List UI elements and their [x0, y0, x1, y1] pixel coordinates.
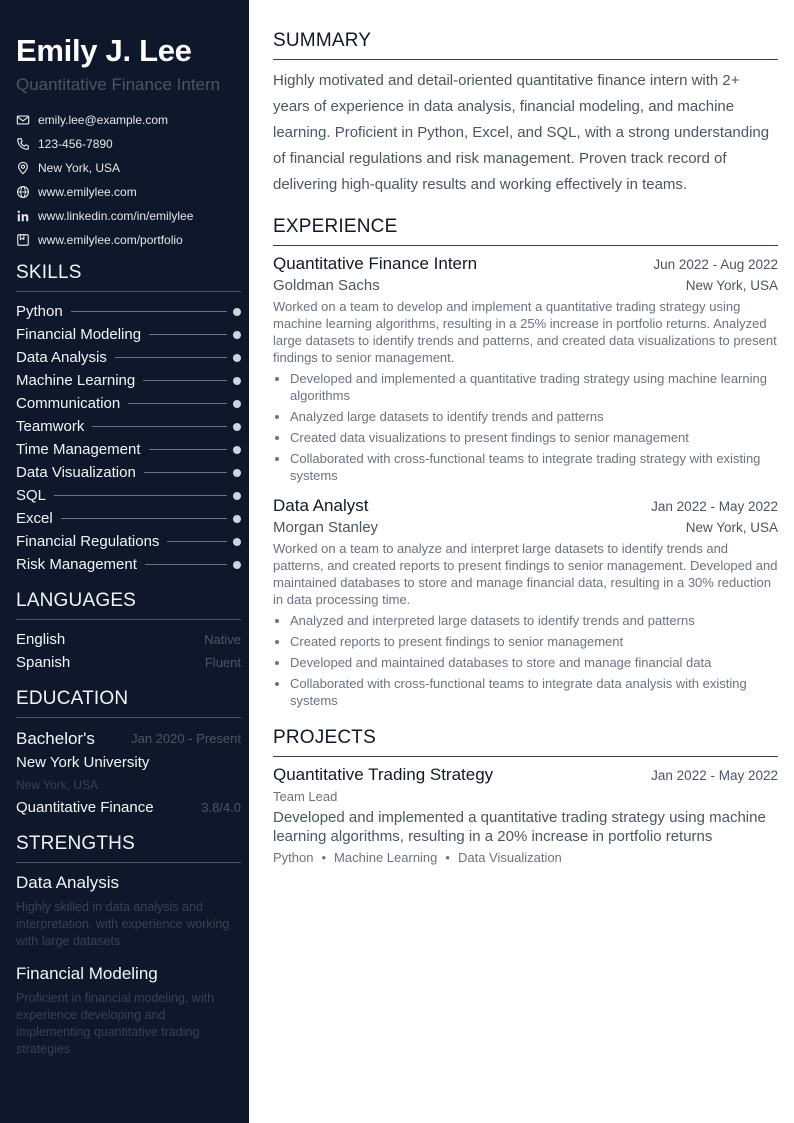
skill-dot [233, 515, 241, 523]
education-field: Quantitative Finance [16, 798, 154, 816]
job-title: Data Analyst [273, 496, 369, 515]
projects-section [273, 727, 778, 865]
contact-text: New York, USA [38, 161, 121, 175]
skill-item [16, 346, 241, 369]
skill-divider [54, 495, 227, 496]
education-header-row [16, 726, 241, 751]
job-bullets [273, 612, 778, 709]
language-item [16, 628, 241, 651]
skill-dot [233, 354, 241, 362]
candidate-role: Quantitative Finance Intern [16, 75, 221, 94]
language-name: Spanish [16, 654, 71, 671]
project-description: Developed and implemented a quantitative trading strategy using machine learning algorithms, resulting in a 20% increase in portfolio returns [273, 809, 766, 845]
skill-divider [149, 334, 227, 335]
contact-text: www.linkedin.com/in/emilylee [38, 209, 194, 223]
education-degree: Bachelor's [16, 728, 95, 748]
skill-dot [233, 331, 241, 339]
skill-divider [143, 380, 227, 381]
experience-section [273, 216, 778, 709]
strength-description: Highly skilled in data analysis and interpretation, with experience working with large datasets [16, 900, 230, 948]
education-gpa: 3.8/4.0 [201, 799, 241, 815]
globe-icon [16, 185, 30, 199]
skill-label: SQL [16, 487, 47, 504]
skill-divider [92, 426, 227, 427]
project-date: Jan 2022 - May 2022 [651, 768, 778, 783]
languages-section [16, 590, 241, 674]
job-title: Quantitative Finance Intern [273, 254, 478, 273]
skills-heading: SKILLS [16, 262, 241, 292]
candidate-name: Emily J. Lee [16, 33, 192, 68]
skill-dot [233, 538, 241, 546]
skill-item [16, 323, 241, 346]
job-bullet: • Developed and maintained databases to store and manage financial data [290, 654, 778, 671]
language-name: English [16, 631, 66, 648]
skills-section [16, 262, 241, 576]
skill-label: Risk Management [16, 556, 137, 573]
job-company: Goldman Sachs [273, 277, 380, 294]
skill-divider [61, 518, 227, 519]
project-tag: Python [273, 850, 314, 865]
job-bullet: • Collaborated with cross-functional teams to integrate data analysis with existing systems [290, 675, 778, 709]
strengths-heading: STRENGTHS [16, 833, 241, 863]
contact-portfolio[interactable] [16, 228, 241, 252]
skill-label: Excel [16, 510, 53, 527]
education-field-row [16, 795, 241, 819]
skill-dot [233, 377, 241, 385]
skill-item [16, 415, 241, 438]
language-level: Native [204, 632, 241, 647]
language-item [16, 651, 241, 674]
experience-item [273, 496, 778, 709]
email-icon [16, 113, 30, 127]
job-bullets [273, 370, 778, 484]
job-bullet: • Collaborated with cross-functional teams to integrate trading strategy with existing systems [290, 450, 778, 484]
summary-text: Highly motivated and detail-oriented quantitative finance intern with 2+ years of experience in data analysis, financial modeling, and machine learning. Proficient in Python, Excel, and SQL, with a strong understanding of financial regulations and risk management. Proven track record of delivering high-quality results and working effectively in teams. [273, 72, 770, 193]
skill-dot [233, 400, 241, 408]
skill-label: Teamwork [16, 418, 85, 435]
project-title: Quantitative Trading Strategy [273, 765, 494, 784]
sidebar [0, 0, 249, 1123]
job-company: Morgan Stanley [273, 519, 379, 536]
skill-divider [144, 472, 227, 473]
job-bullet: • Created reports to present findings to senior management [290, 633, 778, 650]
skill-item [16, 300, 241, 323]
project-tag: Data Visualization [457, 850, 562, 865]
job-bullet: • Analyzed large datasets to identify trends and patterns [290, 408, 778, 425]
portfolio-icon [16, 233, 30, 247]
skill-dot [233, 492, 241, 500]
skill-divider [167, 541, 227, 542]
strength-description: Proficient in financial modeling, with experience developing and implementing quantitative trading strategies [16, 991, 215, 1056]
contact-text: 123-456-7890 [38, 137, 113, 151]
job-date: Jun 2022 - Aug 2022 [653, 257, 778, 272]
contact-list [16, 108, 241, 252]
skill-label: Financial Modeling [16, 326, 142, 343]
skill-label: Data Analysis [16, 349, 107, 366]
skill-item [16, 553, 241, 576]
experience-item [273, 254, 778, 484]
contact-website[interactable] [16, 180, 241, 204]
education-date: Jan 2020 - Present [131, 731, 241, 746]
phone-icon [16, 137, 30, 151]
job-bullet: • Analyzed and interpreted large datasets to identify trends and patterns [290, 612, 778, 629]
education-heading: EDUCATION [16, 688, 241, 718]
language-level: Fluent [204, 655, 241, 670]
job-bullet: • Created data visualizations to present findings to senior management [290, 429, 778, 446]
skill-divider [149, 449, 228, 450]
project-role: Team Lead [273, 789, 338, 804]
projects-heading: PROJECTS [273, 727, 778, 757]
summary-heading: SUMMARY [273, 30, 778, 60]
tag-separator: • [321, 850, 327, 865]
job-description: Worked on a team to develop and implement a quantitative trading strategy using machine learning algorithms, resulting in a 25% increase in portfolio returns. Analyzed large datasets to identify trends and patterns, and created data visualizations to present findings to senior management. [273, 299, 777, 365]
strength-title: Data Analysis [16, 873, 119, 892]
contact-text: www.emilylee.com [38, 185, 137, 199]
education-section [16, 688, 241, 819]
skill-divider [115, 357, 227, 358]
job-location: New York, USA [685, 278, 778, 293]
skill-item [16, 438, 241, 461]
skill-divider [145, 564, 227, 565]
contact-text: www.emilylee.com/portfolio [38, 233, 183, 247]
skill-label: Machine Learning [16, 372, 136, 389]
contact-text: emily.lee@example.com [38, 113, 169, 127]
contact-location [16, 156, 241, 180]
skill-label: Python [16, 303, 63, 320]
project-header [273, 765, 778, 785]
education-location: New York, USA [16, 778, 99, 792]
skill-dot [233, 561, 241, 569]
skill-dot [233, 469, 241, 477]
skill-item [16, 530, 241, 553]
project-tags [273, 850, 778, 865]
skill-dot [233, 423, 241, 431]
tag-separator: • [445, 850, 450, 865]
job-bullet: • Developed and implemented a quantitative trading strategy using machine learning algorithms [290, 370, 778, 404]
job-header [273, 254, 778, 274]
project-tag: Machine Learning [334, 850, 438, 865]
education-school: New York University [16, 754, 150, 771]
contact-email[interactable] [16, 108, 241, 132]
skill-item [16, 507, 241, 530]
strength-title: Financial Modeling [16, 964, 158, 983]
main-content [273, 30, 778, 865]
job-date: Jan 2022 - May 2022 [651, 499, 778, 514]
strengths-section [16, 833, 241, 1058]
skill-item [16, 369, 241, 392]
skill-label: Data Visualization [16, 464, 136, 481]
job-subheader [273, 277, 778, 294]
skill-label: Time Management [16, 441, 141, 458]
job-header [273, 496, 778, 516]
project-item [273, 765, 778, 865]
skill-divider [128, 403, 227, 404]
skill-dot [233, 308, 241, 316]
skill-item [16, 461, 241, 484]
job-location: New York, USA [685, 520, 778, 535]
skill-dot [233, 446, 241, 454]
linkedin-icon [16, 209, 30, 223]
contact-phone[interactable] [16, 132, 241, 156]
job-description: Worked on a team to analyze and interpret large datasets to identify trends and patterns, and created reports to present findings to senior management. Developed and maintained databases to store and manage financial data, resulting in a 30% reduction in data processing time. [273, 541, 778, 607]
job-subheader [273, 519, 778, 536]
skill-item [16, 392, 241, 415]
skill-item [16, 484, 241, 507]
skill-label: Financial Regulations [16, 533, 160, 550]
skill-divider [71, 311, 227, 312]
location-icon [16, 161, 30, 175]
languages-heading: LANGUAGES [16, 590, 241, 620]
experience-heading: EXPERIENCE [273, 216, 778, 246]
contact-linkedin[interactable] [16, 204, 241, 228]
skill-label: Communication [16, 395, 121, 412]
summary-section [273, 30, 778, 198]
